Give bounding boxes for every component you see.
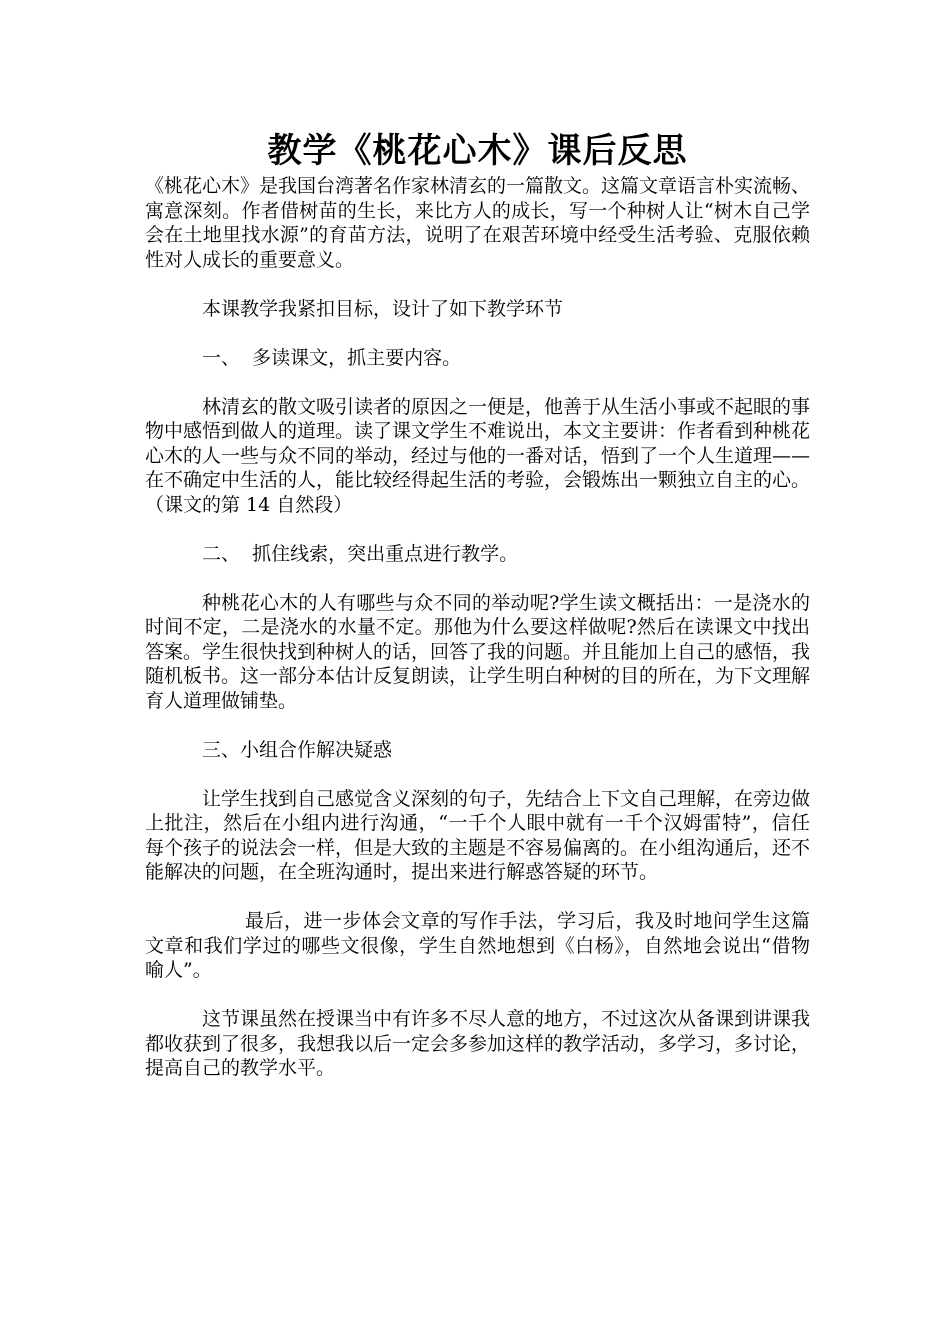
section-2-body: 种桃花心木的人有哪些与众不同的举动呢?学生读文概括出：一是浇水的时间不定，二是浇水的水量不定。那他为什么要这样做呢?然后在读课文中找出答案。学生很快找到种树人的话，回答了我的问题。并且能加上自己的感悟，我随机板书。这一部分本估计反复朗读，让学生明白种树的目的所在，为下文理解育人道理做铺垫。 [145,591,811,712]
section-1-heading: 一、 多读课文，抓主要内容。 [202,346,462,369]
final-paragraph: 最后，进一步体会文章的写作手法，学习后，我及时地问学生这篇文章和我们学过的哪些文很像，学生自然地想到《白杨》，自然地会说出“借物喻人”。 [145,910,810,981]
section-1-body: 林清玄的散文吸引读者的原因之一便是，他善于从生活小事或不起眼的事物中感悟到做人的道理。读了课文学生不难说出，本文主要讲：作者看到种桃花心木的人一些与众不同的举动，经过与他的一番对话，悟到了一个人生道理——在不确定中生活的人，能比较经得起生活的考验，会锻炼出一颗独立自主的心。（课文的第 14 自然段） [145,395,811,516]
design-intro-line: 本课教学我紧扣目标，设计了如下教学环节 [202,297,564,320]
section-3-body: 让学生找到自己感觉含义深刻的句子，先结合上下文自己理解，在旁边做上批注，然后在小组内进行沟通，“一千个人眼中就有一千个汉姆雷特”，信任每个孩子的说法会一样，但是大致的主题是不容易偏离的。在小组沟通后，还不能解决的问题，在全班沟通时，提出来进行解惑答疑的环节。 [145,787,811,883]
conclusion-paragraph: 这节课虽然在授课当中有许多不尽人意的地方，不过这次从备课到讲课我都收获到了很多，我想我以后一定会多参加这样的教学活动，多学习，多讨论，提高自己的教学水平。 [145,1008,811,1079]
intro-paragraph: 《桃花心木》是我国台湾著名作家林清玄的一篇散文。这篇文章语言朴实流畅、寓意深刻。作者借树苗的生长，来比方人的成长，写一个种树人让“树木自己学会在土地里找水源”的育苗方法，说明了在艰苦环境中经受生活考验、克服依赖性对人成长的重要意义。 [145,175,811,271]
document-page [145,128,810,1081]
document-title: 教学《桃花心木》课后反思 [267,131,688,171]
section-2-heading: 二、 抓住线索，突出重点进行教学。 [202,542,519,565]
section-3-heading: 三、小组合作解决疑惑 [202,738,393,761]
